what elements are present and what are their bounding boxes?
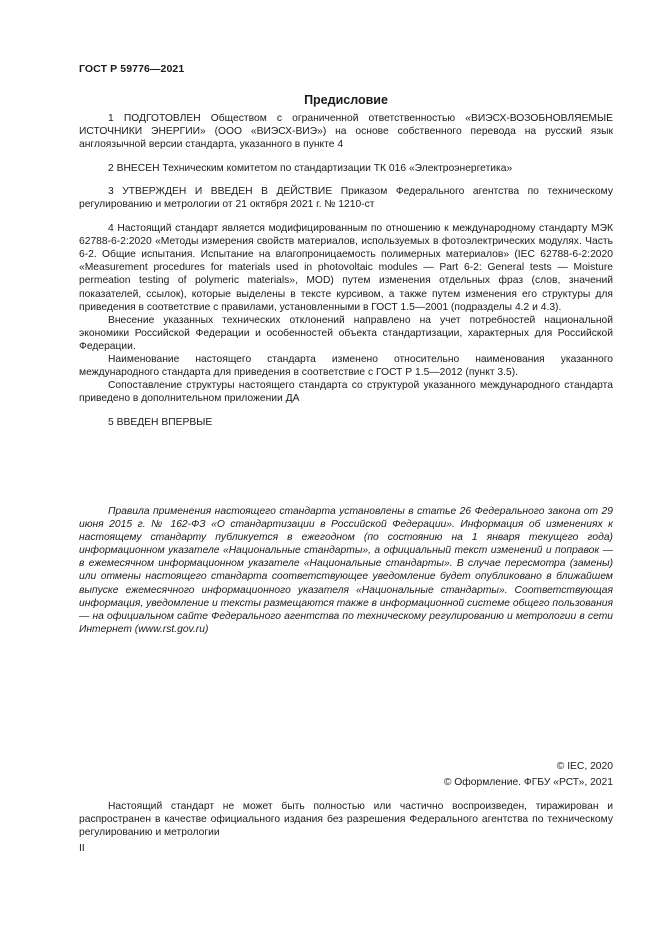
reproduction-notice-text: Настоящий стандарт не может быть полностью или частично воспроизведен, тиражирован и распространен в качестве официального издания без разрешения Федерального агентства по техническому регулированию и метрологии (79, 801, 613, 839)
paragraph-structure-comparison: Сопоставление структуры настоящего стандарта со структурой указанного международного стандарта приведено в дополнительном приложении ДА (79, 380, 613, 405)
copyright-block (444, 759, 613, 790)
copyright-design: © Оформление. ФГБУ «РСТ», 2021 (443, 776, 613, 788)
paragraph-submitted-by: 2 ВНЕСЕН Техническим комитетом по стандартизации ТК 016 «Электроэнергетика» (108, 162, 513, 174)
rules-of-application-notice (79, 505, 613, 636)
paragraph-modified-standard: 4 Настоящий стандарт является модифицированным по отношению к международному стандарту МЭК 62788-6-2:2020 «Методы измерения свойств материалов, используемых в фотоэлектрических модулях. Часть 6-2. Общие испытания. Испытание на влагопроницаемость полимерных материалов» (IEC 62788-6-2:2020 «Measurement procedures for materials used in photovoltaic modules — Part 6-2: General tests — Moisture permeation testing of polymeric materials», MOD) путем изменения отдельных фраз (слов, значений показателей, ссылок), которые выделены в тексте курсивом, а также путем изменения его структуры для приведения в соответствие с правилами, установленными в ГОСТ 1.5—2001 (подразделы 4.2 и 4.3). (79, 223, 613, 313)
foreword-body (79, 112, 613, 429)
paragraph-introduced-first: 5 ВВЕДЕН ВПЕРВЫЕ (108, 416, 213, 428)
paragraph-prepared-by: 1 ПОДГОТОВЛЕН Обществом с ограниченной ответственностью «ВИЭСХ-ВОЗОБНОВЛЯЕМЫЕ ИСТОЧНИКИ ЭНЕРГИИ» (ООО «ВИЭСХ-ВИЭ») на основе собственного перевода на русский язык англоязычной версии стандарта, указанного в пункте 4 (79, 113, 613, 151)
paragraph-approved: 3 УТВЕРЖДЕН И ВВЕДЕН В ДЕЙСТВИЕ Приказом Федерального агентства по техническому регулированию и метрологии от 21 октября 2021 г. № 1210-ст (79, 186, 613, 211)
document-number-header: ГОСТ Р 59776—2021 (79, 63, 185, 75)
rules-notice-text: Правила применения настоящего стандарта установлены в статье 26 Федерального закона от 29 июня 2015 г. № 162-ФЗ «О стандартизации в Российской Федерации». Информация об изменениях к настоящему стандарту публикуется в ежегодном (по состоянию на 1 января текущего года) информационном указателе «Национальные стандарты», а официальный текст изменений и поправок — в ежемесячном информационном указателе «Национальные стандарты». В случае пересмотра (замены) или отмены настоящего стандарта соответствующее уведомление будет опубликовано в ближайшем выпуске ежемесячного информационного указателя «Национальные стандарты». Соответствующая информация, уведомление и тексты размещаются также в информационной системе общего пользования — на официальном сайте Федерального агентства по техническому регулированию и метрологии в сети Интернет (www.rst.gov.ru) (79, 506, 613, 635)
page-number: II (79, 843, 85, 854)
copyright-iec: © IEC, 2020 (556, 761, 613, 772)
paragraph-technical-deviations: Внесение указанных технических отклонений направлено на учет потребностей национальной экономики Российской Федерации и особенностей объекта стандартизации, характерных для Российской Федерации. (79, 314, 613, 352)
reproduction-notice (79, 800, 613, 839)
page-title: Предисловие (304, 93, 388, 107)
paragraph-name-change: Наименование настоящего стандарта изменено относительно наименования указанного международного стандарта для приведения в соответствие с ГОСТ Р 1.5—2012 (пункт 3.5). (79, 354, 613, 379)
